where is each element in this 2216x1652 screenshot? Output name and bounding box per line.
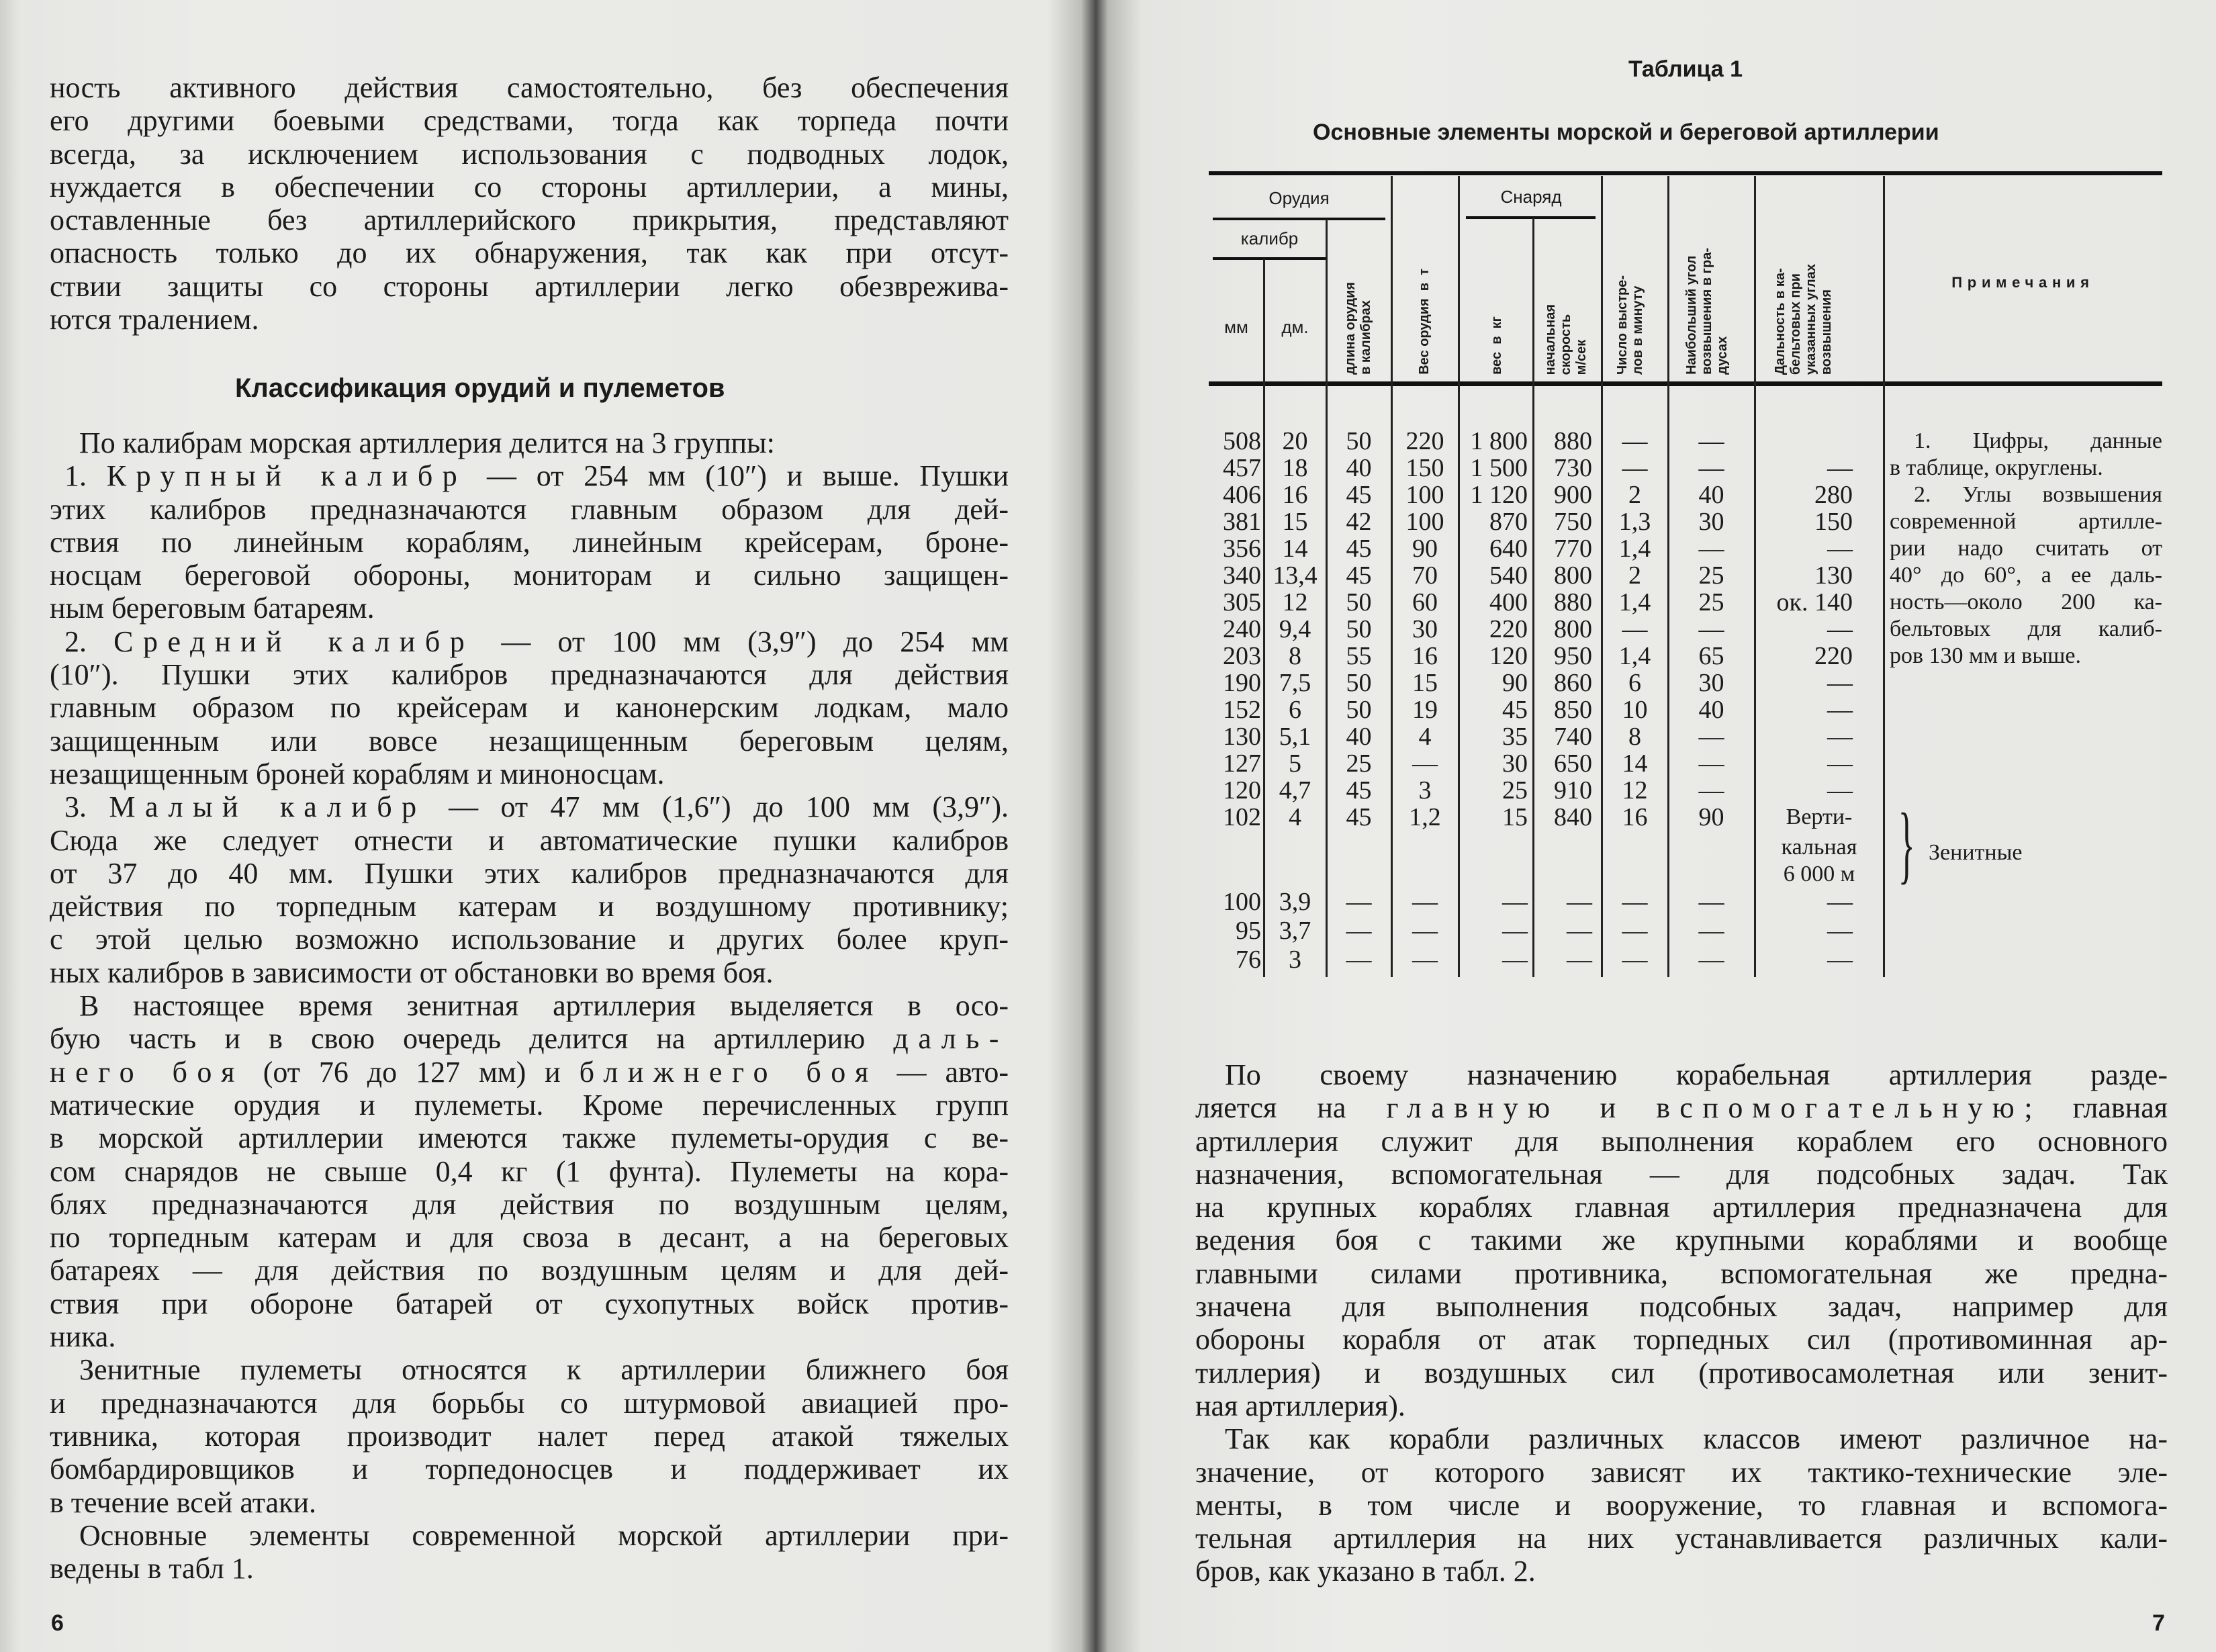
header-range: Дальность в ка- бельтовых при указанных углах возвышения [1773, 263, 1834, 375]
table-note-line: 2. Углы возвышения [1914, 482, 2162, 507]
cell-gun-length: 55 [1346, 642, 1372, 670]
cell-rate-of-fire: 1,4 [1618, 535, 1651, 563]
shell-group-rule [1466, 216, 1596, 219]
text-line: обороны корабля от атак торпедных сил (противоминная ар- [1195, 1323, 2168, 1357]
text-line: бров, как указано в табл. 2. [1195, 1555, 1536, 1588]
header-shell-weight: вес в кг [1489, 316, 1504, 375]
cell-muzzle-velocity: 850 [1554, 696, 1592, 724]
text-line: сом снарядов не свыше 0,4 кг (1 фунта). Пулеметы на кора- [50, 1154, 1009, 1188]
cell-gun-weight: 90 [1412, 535, 1438, 563]
cell-gun-weight: — [1412, 749, 1438, 778]
cell-gun-length: 50 [1346, 696, 1372, 724]
cell-muzzle-velocity: 950 [1554, 642, 1592, 670]
cell-max-elevation: 25 [1698, 561, 1724, 590]
text-line: (10″). Пушки этих калибров предназначаются для действия [50, 658, 1009, 692]
cell-range: Верти- [1786, 805, 1853, 829]
header-max-elevation: Наибольший угол возвышения в гра- дусах [1684, 248, 1730, 375]
cell-range: — [1827, 749, 1853, 778]
text-line: действия по торпедным катерам и воздушному противнику; [50, 890, 1009, 923]
text-segment: 3. [64, 790, 109, 824]
table-note-line: современной артилле- [1890, 509, 2162, 534]
table-note-line: ность—около 200 ка- [1890, 590, 2162, 614]
text-line: на крупных кораблях главная артиллерия предназначена для [1195, 1191, 2168, 1224]
text-segment: — от 100 мм (3,9″) до 254 мм [474, 625, 1009, 658]
cell-caliber-in: 3,7 [1279, 917, 1311, 945]
cell-shell-weight: 30 [1502, 749, 1528, 778]
cell-range: — [1827, 946, 1853, 974]
cell-gun-length: 45 [1346, 481, 1372, 509]
text-line: назначения, вспомогательная — для подсобных задач. Так [1195, 1157, 2168, 1191]
table-header-rule [1209, 381, 2162, 386]
text-line: ность активного действия самостоятельно, без обеспечения [50, 71, 1009, 104]
cell-max-elevation: — [1698, 917, 1724, 945]
cell-range: 220 [1814, 642, 1853, 670]
cell-caliber-mm: 508 [1223, 427, 1261, 455]
text-line: ных калибров в зависимости от обстановки во время боя. [50, 956, 774, 989]
header-rate-of-fire: Число выстре- лов в минуту [1615, 275, 1645, 375]
cell-shell-weight: 1 120 [1470, 481, 1528, 509]
cell-rate-of-fire: — [1622, 427, 1648, 455]
cell-max-elevation: 90 [1698, 803, 1724, 831]
cell-caliber-mm: 102 [1223, 803, 1261, 831]
table-note-line: ров 130 мм и выше. [1890, 643, 2081, 668]
cell-gun-length: — [1346, 946, 1372, 974]
cell-shell-weight: 1 800 [1470, 427, 1528, 455]
zenith-label: Зенитные [1929, 840, 2023, 865]
text-line: незащищенным броней кораблям и миноносцам. [50, 757, 665, 790]
cell-max-elevation: 30 [1698, 669, 1724, 697]
text-line: тивника, которая производит налет перед атакой тяжелых [50, 1419, 1009, 1453]
cell-rate-of-fire: 2 [1628, 481, 1641, 509]
cell-caliber-mm: 100 [1223, 888, 1261, 916]
text-line [50, 625, 1009, 658]
text-line: и предназначаются для борьбы со штурмовой авиацией про- [50, 1386, 1009, 1420]
text-segment: бую часть и в свою очередь делится на артиллерию [50, 1022, 894, 1056]
cell-rate-of-fire: 10 [1622, 696, 1648, 724]
cell-gun-length: 50 [1346, 669, 1372, 697]
text-line: с этой целью возможно использование и других более круп- [50, 923, 1009, 956]
text-line: артиллерия служит для выполнения кораблем его основного [1195, 1124, 2168, 1158]
spaced-emphasis: вспомогательную [1656, 1091, 2025, 1125]
header-shell: Снаряд [1500, 187, 1562, 207]
page-number-left: 6 [51, 1610, 64, 1636]
text-line: всегда, за исключением использования с подводных лодок, [50, 137, 1009, 171]
cell-gun-weight: 15 [1412, 669, 1438, 697]
text-line [50, 1056, 1009, 1089]
cell-gun-weight: — [1412, 888, 1438, 916]
text-line: этих калибров предназначаются главным образом для дей- [50, 492, 1009, 526]
cell-caliber-in: 3,9 [1279, 888, 1311, 916]
cell-caliber-in: 20 [1282, 427, 1308, 455]
cell-muzzle-velocity: 910 [1554, 776, 1592, 805]
cell-shell-weight: — [1502, 917, 1528, 945]
cell-rate-of-fire: 12 [1622, 776, 1648, 805]
cell-rate-of-fire: — [1622, 917, 1648, 945]
text-line: тиллерия) и воздушных сил (противосамолетная или зенит- [1195, 1356, 2168, 1389]
text-line [1195, 1091, 2168, 1124]
cell-muzzle-velocity: 800 [1554, 615, 1592, 643]
cell-gun-weight: 4 [1418, 723, 1432, 751]
text-line: его другими боевыми средствами, тогда как торпеда почти [50, 104, 1009, 138]
page-number-right: 7 [2152, 1610, 2165, 1636]
cell-gun-length: 45 [1346, 776, 1372, 805]
text-segment: ляется на [1195, 1091, 1387, 1125]
cell-gun-length: 45 [1346, 561, 1372, 590]
cell-max-elevation: — [1698, 535, 1724, 563]
text-line: значена для выполнения подсобных задач, например для [1195, 1290, 2168, 1324]
text-line: ствии защиты со стороны артиллерии легко обезврежива- [50, 269, 1009, 303]
cell-rate-of-fire: 16 [1622, 803, 1648, 831]
cell-range: ок. 140 [1776, 588, 1853, 616]
text-line: главными силами противника, вспомогательная же предна- [1195, 1256, 2168, 1290]
cell-gun-weight: 19 [1412, 696, 1438, 724]
cell-muzzle-velocity: 880 [1554, 427, 1592, 455]
text-line: батареях — для действия по воздушным целям и для дей- [50, 1254, 1009, 1287]
text-line [50, 1022, 1009, 1055]
cell-gun-length: 45 [1346, 803, 1372, 831]
header-caliber: калибр [1240, 228, 1299, 248]
left-page-body-text [50, 426, 1009, 1585]
left-page-intro-text [50, 71, 1009, 336]
text-line: ствия при обороне батарей от сухопутных войск против- [50, 1287, 1009, 1320]
spaced-emphasis: Средний калибр [113, 625, 475, 658]
cell-rate-of-fire: 8 [1628, 723, 1641, 751]
cell-gun-length: 50 [1346, 427, 1372, 455]
cell-max-elevation: 30 [1698, 508, 1724, 536]
cell-caliber-mm: 381 [1223, 508, 1261, 536]
cell-shell-weight: 870 [1489, 508, 1528, 536]
cell-gun-weight: 220 [1405, 427, 1444, 455]
cell-gun-weight: 16 [1412, 642, 1438, 670]
cell-rate-of-fire: 14 [1622, 749, 1648, 778]
cell-shell-weight: 15 [1502, 803, 1528, 831]
cell-caliber-mm: 203 [1223, 642, 1261, 670]
text-line: Сюда же следует отнести и автоматические пушки калибров [50, 823, 1009, 857]
cell-rate-of-fire: — [1622, 888, 1648, 916]
cell-rate-of-fire: 1,3 [1618, 508, 1651, 536]
cell-muzzle-velocity: 840 [1554, 803, 1592, 831]
spaced-emphasis: Крупный калибр [106, 459, 467, 493]
header-gun-weight: Вес орудия в т [1417, 269, 1432, 375]
text-line: ника. [50, 1320, 116, 1354]
cell-range: — [1827, 454, 1853, 482]
table-label: Таблица 1 [1628, 56, 1743, 82]
cell-range: — [1827, 776, 1853, 805]
cell-shell-weight: 90 [1502, 669, 1528, 697]
text-segment: — от 47 мм (1,6″) до 100 мм (3,9″). [426, 790, 1009, 824]
cell-caliber-in: 3 [1289, 946, 1301, 974]
text-line: в течение всей атаки. [50, 1485, 316, 1519]
spaced-emphasis: ближнего боя [579, 1055, 878, 1089]
text-segment: 2. [64, 625, 114, 658]
cell-shell-weight: 220 [1489, 615, 1528, 643]
cell-range: — [1827, 615, 1853, 643]
cell-muzzle-velocity: — [1567, 946, 1592, 974]
header-muzzle-velocity: начальная скорость м/сек [1543, 304, 1589, 375]
text-line: По своему назначению корабельная артиллерия разде- [1225, 1058, 2168, 1091]
header-gun-length: длина орудия в калибрах [1343, 282, 1373, 375]
header-inches: дм. [1281, 317, 1309, 337]
cell-caliber-mm: 152 [1223, 696, 1261, 724]
cell-rate-of-fire: — [1622, 946, 1648, 974]
cell-gun-weight: 150 [1405, 454, 1444, 482]
text-line [50, 790, 1009, 823]
text-line: главным образом по крейсерам и канонерским лодкам, мало [50, 691, 1009, 725]
cell-max-elevation: — [1698, 888, 1724, 916]
cell-gun-length: 50 [1346, 615, 1372, 643]
cell-max-elevation: 65 [1698, 642, 1724, 670]
cell-gun-weight: 30 [1412, 615, 1438, 643]
text-line: Основные элементы современной морской артиллерии при- [79, 1518, 1009, 1552]
table-note-line: 40° до 60°, а ее даль- [1890, 563, 2162, 588]
cell-max-elevation: 40 [1698, 696, 1724, 724]
cell-caliber-mm: 76 [1236, 946, 1261, 974]
cell-caliber-mm: 305 [1223, 588, 1261, 616]
cell-max-elevation: — [1698, 427, 1724, 455]
text-segment: — авто- [878, 1055, 1009, 1089]
header-mm: мм [1224, 317, 1248, 337]
cell-caliber-mm: 190 [1223, 669, 1261, 697]
text-line: от 37 до 40 мм. Пушки этих калибров предназначаются для [50, 856, 1009, 890]
cell-rate-of-fire: 2 [1628, 561, 1641, 590]
text-line: ются тралением. [50, 303, 259, 336]
cell-shell-weight: 25 [1502, 776, 1528, 805]
cell-caliber-in: 5,1 [1279, 723, 1311, 751]
cell-caliber-mm: 240 [1223, 615, 1261, 643]
text-line: тельная артиллерия на них устанавливается различных кали- [1195, 1522, 2168, 1555]
text-line: в морской артиллерии имеются также пулеметы-орудия с ве- [50, 1121, 1009, 1155]
cell-rate-of-fire: — [1622, 615, 1648, 643]
cell-caliber-in: 4,7 [1279, 776, 1311, 805]
cell-caliber-mm: 130 [1223, 723, 1261, 751]
cell-gun-length: 42 [1346, 508, 1372, 536]
cell-caliber-mm: 120 [1223, 776, 1261, 805]
cell-muzzle-velocity: 770 [1554, 535, 1592, 563]
cell-gun-weight: 60 [1412, 588, 1438, 616]
cell-shell-weight: 120 [1489, 642, 1528, 670]
cell-shell-weight: — [1502, 888, 1528, 916]
cell-range: 130 [1814, 561, 1853, 590]
cell-muzzle-velocity: — [1567, 888, 1592, 916]
cell-gun-length: — [1346, 888, 1372, 916]
text-line: носцам береговой обороны, мониторам и сильно защищен- [50, 559, 1009, 592]
text-line: ным береговым батареям. [50, 592, 375, 625]
cell-gun-weight: 1,2 [1409, 803, 1441, 831]
spaced-emphasis: Малый калибр [109, 790, 426, 824]
cell-shell-weight: 540 [1489, 561, 1528, 590]
cell-caliber-in: 13,4 [1273, 561, 1318, 590]
cell-range: — [1827, 696, 1853, 724]
cell-range: 280 [1814, 481, 1853, 509]
spaced-emphasis: даль- [893, 1022, 1009, 1056]
text-line: значение, от которого зависят их тактико-технические эле- [1195, 1455, 2168, 1489]
text-line: ведения боя с такими же крупными кораблями и вообще [1195, 1224, 2168, 1257]
text-line: ная артиллерия). [1195, 1389, 1405, 1422]
cell-rate-of-fire: 1,4 [1618, 588, 1651, 616]
text-line: бомбардировщиков и торпедоносцев и поддерживает их [50, 1453, 1009, 1486]
cell-caliber-in: 18 [1282, 454, 1308, 482]
cell-caliber-in: 6 [1289, 696, 1301, 724]
cell-max-elevation: — [1698, 723, 1724, 751]
header-guns: Орудия [1268, 188, 1330, 208]
cell-gun-length: — [1346, 917, 1372, 945]
cell-caliber-mm: 340 [1223, 561, 1261, 590]
cell-max-elevation: — [1698, 749, 1724, 778]
cell-range: — [1827, 669, 1853, 697]
cell-gun-weight: 100 [1405, 508, 1444, 536]
text-segment: — от 254 мм (10″) и выше. Пушки [467, 459, 1009, 493]
cell-caliber-mm: 95 [1236, 917, 1261, 945]
text-line: оставленные без артиллерийского прикрытия, представляют [50, 203, 1009, 237]
text-line: По калибрам морская артиллерия делится на 3 группы: [79, 426, 775, 459]
text-segment: (от 76 до 127 мм) и [244, 1055, 580, 1089]
table-title: Основные элементы морской и береговой артиллерии [1313, 120, 1939, 145]
cell-muzzle-velocity: 900 [1554, 481, 1592, 509]
cell-max-elevation: 40 [1698, 481, 1724, 509]
cell-range: — [1827, 917, 1853, 945]
spaced-emphasis: него боя [50, 1055, 244, 1089]
text-line: нуждается в обеспечении со стороны артиллерии, а мины, [50, 170, 1009, 203]
cell-rate-of-fire: — [1622, 454, 1648, 482]
section-heading: Классификация орудий и пулеметов [235, 373, 725, 403]
text-line: В настоящее время зенитная артиллерия выделяется в осо- [79, 989, 1009, 1023]
text-line: опасность только до их обнаружения, так как при отсут- [50, 236, 1009, 270]
text-line: Так как корабли различных классов имеют различное на- [1225, 1422, 2168, 1456]
cell-gun-length: 25 [1346, 749, 1372, 778]
cell-muzzle-velocity: 740 [1554, 723, 1592, 751]
text-line: блях предназначаются для действия по воздушным целям, [50, 1187, 1009, 1221]
cell-caliber-in: 16 [1282, 481, 1308, 509]
cell-shell-weight: 35 [1502, 723, 1528, 751]
cell-caliber-mm: 457 [1223, 454, 1261, 482]
cell-rate-of-fire: 1,4 [1618, 642, 1651, 670]
table-note-line: в таблице, округлены. [1890, 455, 2103, 480]
cell-max-elevation: — [1698, 776, 1724, 805]
cell-max-elevation: — [1698, 615, 1724, 643]
caliber-group-rule [1213, 257, 1326, 260]
cell-rate-of-fire: 6 [1628, 669, 1641, 697]
cell-gun-weight: 70 [1412, 561, 1438, 590]
text-line: по торпедным катерам и для своза в десант, а на береговых [50, 1221, 1009, 1254]
cell-gun-length: 40 [1346, 454, 1372, 482]
text-segment: 1. [64, 459, 107, 493]
cell-range: — [1827, 723, 1853, 751]
cell-gun-weight: 100 [1405, 481, 1444, 509]
cell-gun-weight: 3 [1418, 776, 1432, 805]
cell-max-elevation: — [1698, 454, 1724, 482]
cell-muzzle-velocity: 880 [1554, 588, 1592, 616]
cell-caliber-in: 5 [1289, 749, 1301, 778]
cell-muzzle-velocity: 650 [1554, 749, 1592, 778]
cell-caliber-in: 4 [1289, 803, 1301, 831]
cell-range-vertical: 6 000 м [1783, 862, 1855, 886]
cell-range: 150 [1814, 508, 1853, 536]
table-note-line: 1. Цифры, данные [1914, 428, 2162, 453]
cell-caliber-mm: 127 [1223, 749, 1261, 778]
cell-max-elevation: — [1698, 946, 1724, 974]
cell-range [1755, 428, 1853, 455]
cell-muzzle-velocity: 730 [1554, 454, 1592, 482]
guns-group-rule [1213, 218, 1385, 220]
cell-muzzle-velocity: — [1567, 917, 1592, 945]
text-line: ствия по линейным кораблям, линейным крейсерам, броне- [50, 525, 1009, 559]
cell-shell-weight: — [1502, 946, 1528, 974]
text-line [50, 459, 1009, 492]
cell-max-elevation: 25 [1698, 588, 1724, 616]
cell-muzzle-velocity: 860 [1554, 669, 1592, 697]
cell-gun-length: 50 [1346, 588, 1372, 616]
text-line: Зенитные пулеметы относятся к артиллерии ближнего боя [79, 1353, 1009, 1387]
cell-muzzle-velocity: 800 [1554, 561, 1592, 590]
cell-shell-weight: 45 [1502, 696, 1528, 724]
cell-caliber-in: 9,4 [1279, 615, 1311, 643]
cell-gun-length: 45 [1346, 535, 1372, 563]
text-segment: ; главная [2024, 1091, 2168, 1125]
text-line: менты, в том числе и вооружение, то главная и вспомога- [1195, 1488, 2168, 1522]
cell-gun-weight: — [1412, 946, 1438, 974]
cell-range: — [1827, 535, 1853, 563]
cell-caliber-mm: 356 [1223, 535, 1261, 563]
cell-gun-weight: — [1412, 917, 1438, 945]
table-note-line: рии надо считать от [1890, 536, 2162, 561]
cell-caliber-in: 15 [1282, 508, 1308, 536]
table-top-rule [1209, 171, 2162, 175]
header-notes: Примечания [1951, 274, 2094, 291]
cell-gun-length: 40 [1346, 723, 1372, 751]
cell-shell-weight: 400 [1489, 588, 1528, 616]
text-line: матические орудия и пулеметы. Кроме перечисленных групп [50, 1088, 1009, 1121]
cell-muzzle-velocity: 750 [1554, 508, 1592, 536]
text-segment: и [1559, 1091, 1657, 1125]
cell-shell-weight: 640 [1489, 535, 1528, 563]
brace-icon: } [1898, 796, 1915, 892]
right-page-body-text [1195, 1058, 2168, 1588]
cell-shell-weight: 1 500 [1470, 454, 1528, 482]
cell-caliber-mm: 406 [1223, 481, 1261, 509]
cell-caliber-in: 7,5 [1279, 669, 1311, 697]
text-line: защищенным или вовсе незащищенным береговым целям, [50, 724, 1009, 758]
cell-range: — [1827, 888, 1853, 916]
cell-caliber-in: 12 [1282, 588, 1308, 616]
table-note-line: бельтовых для калиб- [1890, 616, 2162, 641]
text-line: ведены в табл 1. [50, 1552, 254, 1586]
cell-caliber-in: 8 [1289, 642, 1301, 670]
cell-range-vertical: кальная [1781, 835, 1857, 860]
spaced-emphasis: главную [1386, 1091, 1560, 1125]
cell-caliber-in: 14 [1282, 535, 1308, 563]
